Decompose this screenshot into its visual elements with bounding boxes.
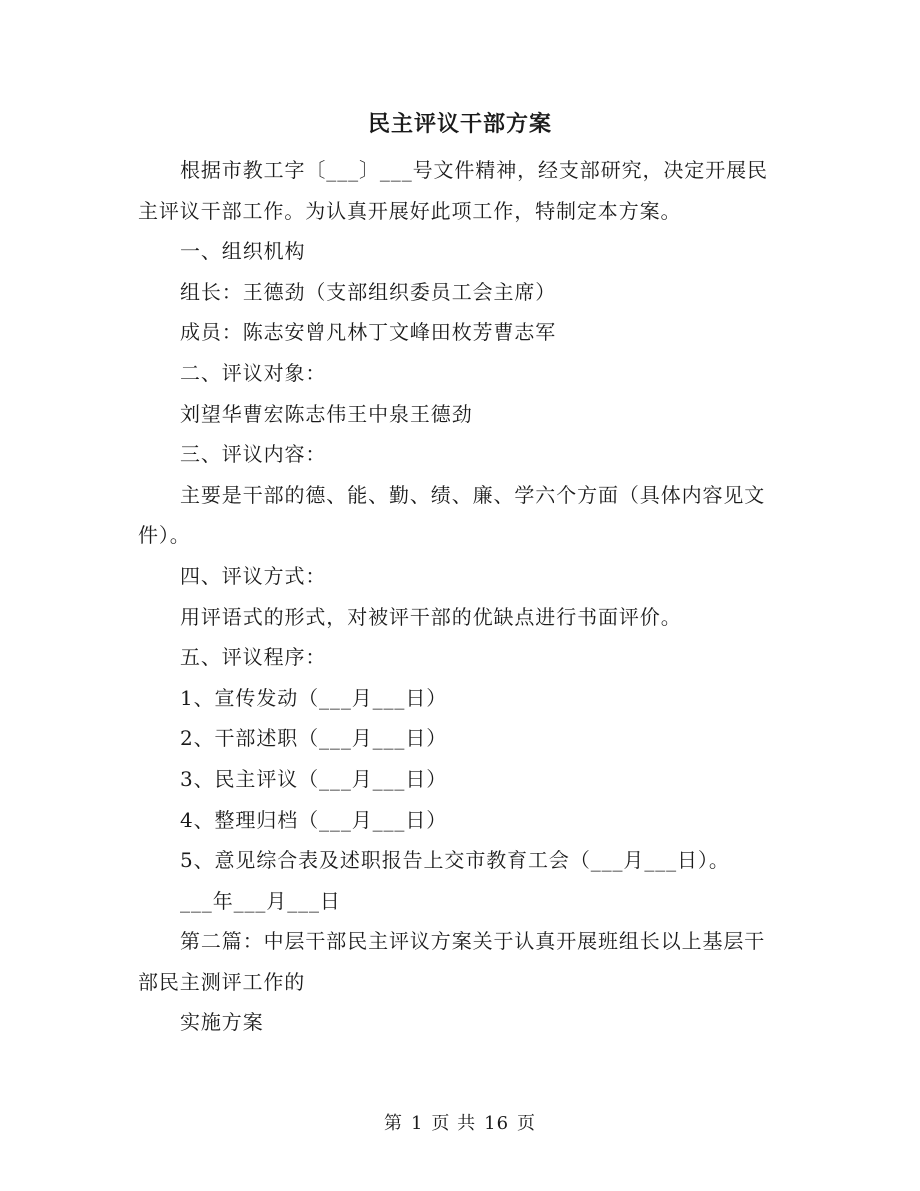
- heading-organization: 一、组织机构: [180, 239, 306, 264]
- date-line: ___年___月___日: [180, 888, 341, 913]
- paragraph-implementation-plan: 实施方案: [180, 1010, 264, 1035]
- paragraph-leader: 组长：王德劲（支部组织委员工会主席）: [180, 279, 557, 304]
- procedure-step-2: 2、干部述职（___月___日）: [180, 726, 448, 751]
- footer-page-number: 1: [410, 1113, 424, 1134]
- footer-prefix: 第: [383, 1113, 403, 1134]
- heading-evaluation-method: 四、评议方式：: [180, 563, 327, 588]
- footer-middle: 页 共: [431, 1113, 477, 1134]
- paragraph-second-part: 第二篇：中层干部民主评议方案关于认真开展班组长以上基层干部民主测评工作的: [138, 929, 766, 994]
- document-body: [138, 150, 778, 1043]
- procedure-step-1: 1、宣传发动（___月___日）: [180, 685, 448, 710]
- procedure-step-3: 3、民主评议（___月___日）: [180, 766, 448, 791]
- paragraph-targets: 刘望华曹宏陈志伟王中泉王德劲: [180, 401, 473, 426]
- procedure-step-4: 4、整理归档（___月___日）: [180, 807, 448, 832]
- document-title: 民主评议干部方案: [367, 111, 552, 137]
- paragraph-method: 用评语式的形式，对被评干部的优缺点进行书面评价。: [180, 604, 682, 629]
- footer-total-pages: 16: [484, 1113, 510, 1134]
- heading-evaluation-content: 三、评议内容：: [180, 442, 327, 467]
- footer-suffix: 页: [517, 1113, 537, 1134]
- paragraph-members: 成员：陈志安曾凡林丁文峰田枚芳曹志军: [180, 320, 557, 345]
- heading-evaluation-targets: 二、评议对象：: [180, 360, 327, 385]
- procedure-step-5: 5、意见综合表及述职报告上交市教育工会（___月___日）。: [180, 848, 730, 873]
- heading-evaluation-procedure: 五、评议程序：: [180, 645, 327, 670]
- paragraph-content: 主要是干部的德、能、勤、绩、廉、学六个方面（具体内容见文件）。: [138, 482, 766, 548]
- page-footer: [0, 1110, 920, 1138]
- paragraph-intro: 根据市教工字〔___〕___号文件精神，经支部研究，决定开展民主评议干部工作。为认真开展好此项工作，特制定本方案。: [138, 158, 768, 223]
